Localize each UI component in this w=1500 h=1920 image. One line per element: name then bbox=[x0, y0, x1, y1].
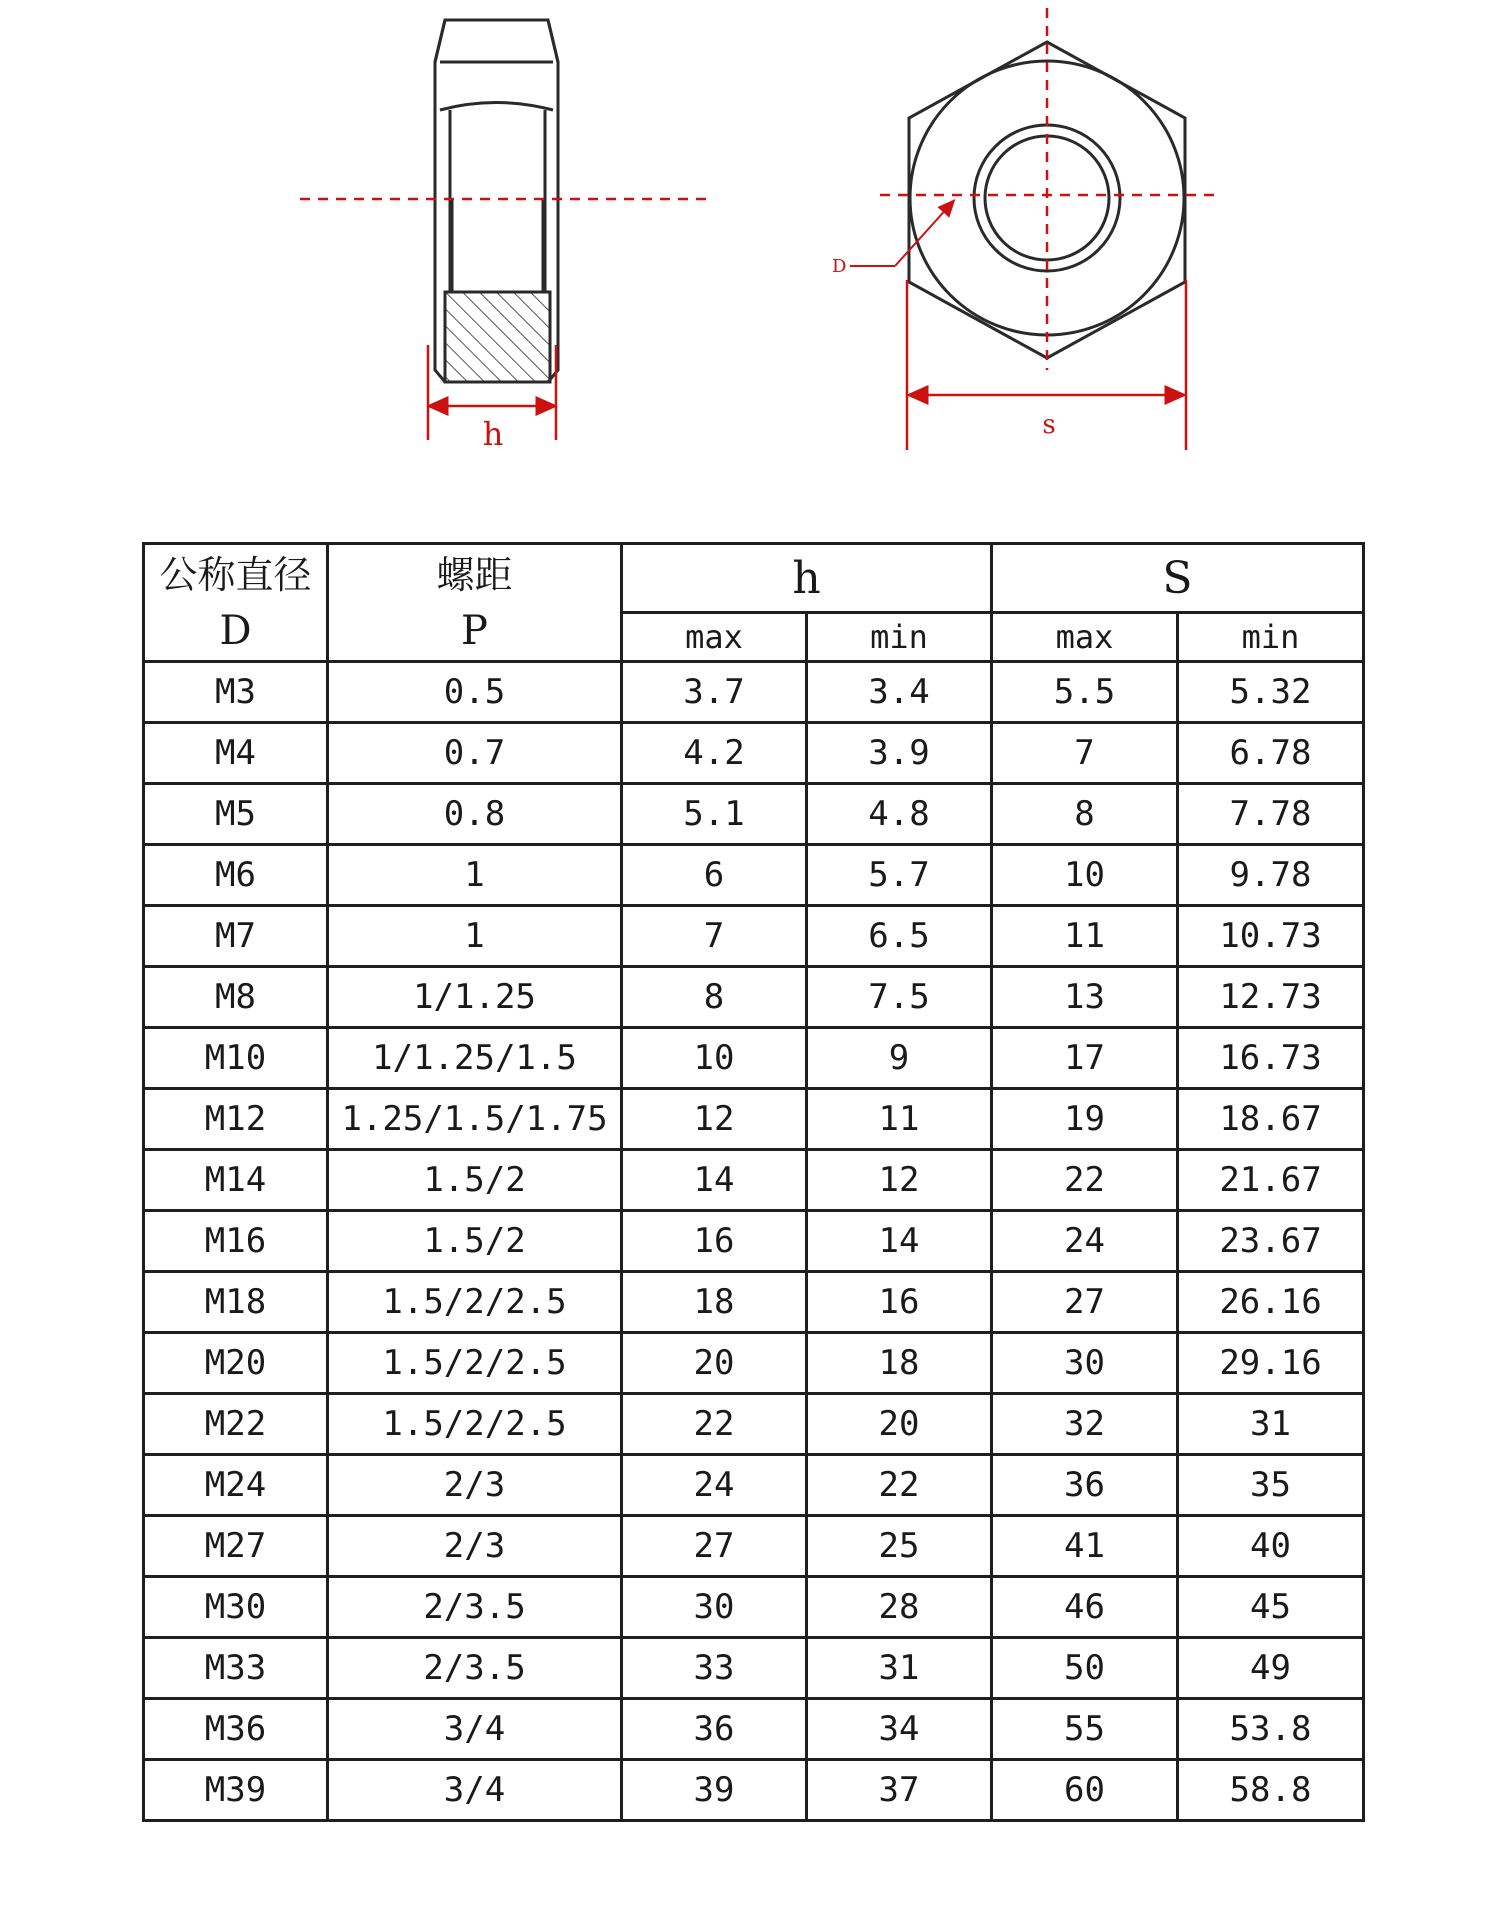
s-max-cell: 50 bbox=[992, 1638, 1178, 1699]
front-centerlines bbox=[880, 8, 1215, 370]
h-max-cell: 14 bbox=[622, 1150, 807, 1211]
size-cell: M6 bbox=[144, 845, 328, 906]
pitch-cell: 1/1.25/1.5 bbox=[328, 1028, 622, 1089]
h-min-cell: 34 bbox=[807, 1699, 992, 1760]
pitch-cell: 1 bbox=[328, 906, 622, 967]
s-max-cell: 22 bbox=[992, 1150, 1178, 1211]
d-dimension-label: D bbox=[832, 256, 847, 277]
s-min-cell: 26.16 bbox=[1178, 1272, 1364, 1333]
h-min-cell: 3.9 bbox=[807, 723, 992, 784]
h-max-cell: 16 bbox=[622, 1211, 807, 1272]
header-s-max: max bbox=[992, 613, 1178, 662]
table-row bbox=[144, 906, 1364, 967]
h-min-cell: 6.5 bbox=[807, 906, 992, 967]
header-s-min: min bbox=[1178, 613, 1364, 662]
h-min-cell: 12 bbox=[807, 1150, 992, 1211]
header-p-sym: P bbox=[461, 607, 488, 654]
s-max-cell: 55 bbox=[992, 1699, 1178, 1760]
header-h-max: max bbox=[622, 613, 807, 662]
nut-spec-table bbox=[142, 542, 1365, 1822]
size-cell: M36 bbox=[144, 1699, 328, 1760]
s-max-cell: 41 bbox=[992, 1516, 1178, 1577]
h-max-cell: 36 bbox=[622, 1699, 807, 1760]
header-pitch bbox=[328, 544, 622, 662]
s-min-cell: 53.8 bbox=[1178, 1699, 1364, 1760]
h-min-cell: 5.7 bbox=[807, 845, 992, 906]
pitch-cell: 3/4 bbox=[328, 1760, 622, 1821]
h-min-cell: 9 bbox=[807, 1028, 992, 1089]
h-max-cell: 6 bbox=[622, 845, 807, 906]
h-max-cell: 39 bbox=[622, 1760, 807, 1821]
table-row bbox=[144, 784, 1364, 845]
h-max-cell: 24 bbox=[622, 1455, 807, 1516]
h-min-cell: 11 bbox=[807, 1089, 992, 1150]
size-cell: M16 bbox=[144, 1211, 328, 1272]
pitch-cell: 2/3 bbox=[328, 1455, 622, 1516]
header-s: S bbox=[992, 544, 1364, 613]
s-min-cell: 9.78 bbox=[1178, 845, 1364, 906]
s-max-cell: 24 bbox=[992, 1211, 1178, 1272]
h-dimension-label: h bbox=[482, 415, 504, 453]
s-min-cell: 21.67 bbox=[1178, 1150, 1364, 1211]
table-row bbox=[144, 662, 1364, 723]
s-max-cell: 46 bbox=[992, 1577, 1178, 1638]
size-cell: M4 bbox=[144, 723, 328, 784]
s-min-cell: 6.78 bbox=[1178, 723, 1364, 784]
size-cell: M8 bbox=[144, 967, 328, 1028]
size-cell: M30 bbox=[144, 1577, 328, 1638]
h-max-cell: 7 bbox=[622, 906, 807, 967]
pitch-cell: 1.5/2/2.5 bbox=[328, 1394, 622, 1455]
s-max-cell: 27 bbox=[992, 1272, 1178, 1333]
size-cell: M20 bbox=[144, 1333, 328, 1394]
s-min-cell: 12.73 bbox=[1178, 967, 1364, 1028]
s-min-cell: 49 bbox=[1178, 1638, 1364, 1699]
size-cell: M12 bbox=[144, 1089, 328, 1150]
s-min-cell: 40 bbox=[1178, 1516, 1364, 1577]
pitch-cell: 1 bbox=[328, 845, 622, 906]
s-max-cell: 32 bbox=[992, 1394, 1178, 1455]
table-row bbox=[144, 1272, 1364, 1333]
pitch-cell: 2/3.5 bbox=[328, 1638, 622, 1699]
h-max-cell: 30 bbox=[622, 1577, 807, 1638]
s-min-cell: 18.67 bbox=[1178, 1089, 1364, 1150]
h-min-cell: 31 bbox=[807, 1638, 992, 1699]
pitch-cell: 1.5/2/2.5 bbox=[328, 1333, 622, 1394]
s-min-cell: 10.73 bbox=[1178, 906, 1364, 967]
table-row bbox=[144, 1516, 1364, 1577]
size-cell: M10 bbox=[144, 1028, 328, 1089]
s-max-cell: 8 bbox=[992, 784, 1178, 845]
table-row bbox=[144, 1577, 1364, 1638]
h-min-cell: 22 bbox=[807, 1455, 992, 1516]
header-h-min: min bbox=[807, 613, 992, 662]
s-dimension-label: s bbox=[1042, 410, 1056, 440]
h-min-cell: 25 bbox=[807, 1516, 992, 1577]
size-cell: M14 bbox=[144, 1150, 328, 1211]
s-min-cell: 58.8 bbox=[1178, 1760, 1364, 1821]
table-row bbox=[144, 1333, 1364, 1394]
h-min-cell: 3.4 bbox=[807, 662, 992, 723]
table-row bbox=[144, 1150, 1364, 1211]
pitch-cell: 0.7 bbox=[328, 723, 622, 784]
size-cell: M3 bbox=[144, 662, 328, 723]
h-max-cell: 18 bbox=[622, 1272, 807, 1333]
h-min-cell: 16 bbox=[807, 1272, 992, 1333]
s-max-cell: 5.5 bbox=[992, 662, 1178, 723]
header-p-cn: 螺距 bbox=[436, 552, 513, 597]
size-cell: M27 bbox=[144, 1516, 328, 1577]
nut-side-view bbox=[435, 20, 558, 382]
h-min-cell: 37 bbox=[807, 1760, 992, 1821]
s-min-cell: 16.73 bbox=[1178, 1028, 1364, 1089]
h-min-cell: 20 bbox=[807, 1394, 992, 1455]
d-leader bbox=[850, 205, 950, 266]
pitch-cell: 0.5 bbox=[328, 662, 622, 723]
h-max-cell: 27 bbox=[622, 1516, 807, 1577]
header-nominal-diameter bbox=[144, 544, 328, 662]
h-min-cell: 4.8 bbox=[807, 784, 992, 845]
pitch-cell: 1.5/2 bbox=[328, 1150, 622, 1211]
size-cell: M22 bbox=[144, 1394, 328, 1455]
s-min-cell: 45 bbox=[1178, 1577, 1364, 1638]
h-max-cell: 3.7 bbox=[622, 662, 807, 723]
s-min-cell: 31 bbox=[1178, 1394, 1364, 1455]
header-row-top bbox=[144, 544, 1364, 613]
table-row bbox=[144, 1760, 1364, 1821]
header-d-sym: D bbox=[219, 607, 252, 654]
h-max-cell: 4.2 bbox=[622, 723, 807, 784]
size-cell: M18 bbox=[144, 1272, 328, 1333]
table-row bbox=[144, 1028, 1364, 1089]
pitch-cell: 2/3 bbox=[328, 1516, 622, 1577]
s-max-cell: 10 bbox=[992, 845, 1178, 906]
h-min-cell: 18 bbox=[807, 1333, 992, 1394]
pitch-cell: 1.5/2/2.5 bbox=[328, 1272, 622, 1333]
table-row bbox=[144, 1089, 1364, 1150]
h-min-cell: 28 bbox=[807, 1577, 992, 1638]
s-max-cell: 36 bbox=[992, 1455, 1178, 1516]
pitch-cell: 2/3.5 bbox=[328, 1577, 622, 1638]
s-max-cell: 17 bbox=[992, 1028, 1178, 1089]
table-row bbox=[144, 1455, 1364, 1516]
table-row bbox=[144, 1211, 1364, 1272]
hex-nut-drawings bbox=[0, 0, 1500, 520]
table-row bbox=[144, 1394, 1364, 1455]
size-cell: M24 bbox=[144, 1455, 328, 1516]
size-cell: M7 bbox=[144, 906, 328, 967]
s-max-cell: 13 bbox=[992, 967, 1178, 1028]
s-max-cell: 30 bbox=[992, 1333, 1178, 1394]
s-min-cell: 5.32 bbox=[1178, 662, 1364, 723]
pitch-cell: 1.25/1.5/1.75 bbox=[328, 1089, 622, 1150]
h-min-cell: 14 bbox=[807, 1211, 992, 1272]
h-max-cell: 20 bbox=[622, 1333, 807, 1394]
table-row bbox=[144, 1638, 1364, 1699]
size-cell: M5 bbox=[144, 784, 328, 845]
header-h: h bbox=[622, 544, 992, 613]
table-row bbox=[144, 967, 1364, 1028]
s-max-cell: 19 bbox=[992, 1089, 1178, 1150]
h-max-cell: 10 bbox=[622, 1028, 807, 1089]
pitch-cell: 1/1.25 bbox=[328, 967, 622, 1028]
s-min-cell: 23.67 bbox=[1178, 1211, 1364, 1272]
table-row bbox=[144, 723, 1364, 784]
s-min-cell: 29.16 bbox=[1178, 1333, 1364, 1394]
pitch-cell: 3/4 bbox=[328, 1699, 622, 1760]
pitch-cell: 1.5/2 bbox=[328, 1211, 622, 1272]
s-min-cell: 7.78 bbox=[1178, 784, 1364, 845]
h-max-cell: 8 bbox=[622, 967, 807, 1028]
h-max-cell: 33 bbox=[622, 1638, 807, 1699]
table-row bbox=[144, 845, 1364, 906]
size-cell: M39 bbox=[144, 1760, 328, 1821]
header-d-cn: 公称直径 bbox=[159, 552, 312, 597]
s-max-cell: 11 bbox=[992, 906, 1178, 967]
h-max-cell: 22 bbox=[622, 1394, 807, 1455]
h-max-cell: 12 bbox=[622, 1089, 807, 1150]
pitch-cell: 0.8 bbox=[328, 784, 622, 845]
s-min-cell: 35 bbox=[1178, 1455, 1364, 1516]
s-max-cell: 7 bbox=[992, 723, 1178, 784]
table-row bbox=[144, 1699, 1364, 1760]
s-max-cell: 60 bbox=[992, 1760, 1178, 1821]
h-max-cell: 5.1 bbox=[622, 784, 807, 845]
size-cell: M33 bbox=[144, 1638, 328, 1699]
h-min-cell: 7.5 bbox=[807, 967, 992, 1028]
